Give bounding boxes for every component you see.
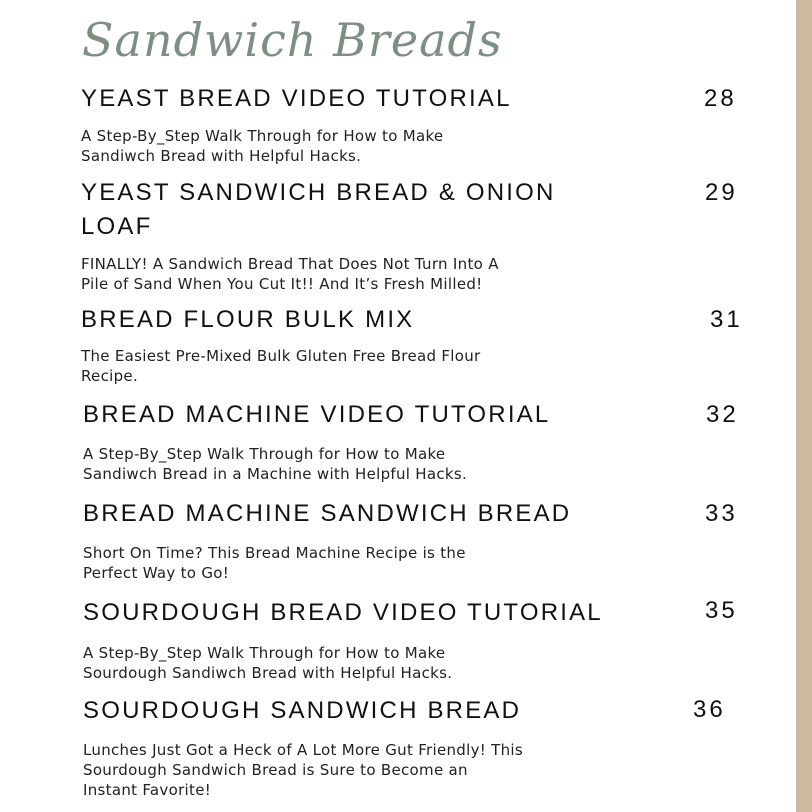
page-number: 35 (705, 597, 738, 624)
description-line: Sourdough Sandiwch Bread with Helpful Hacks. (83, 664, 453, 682)
entry-heading (83, 398, 550, 432)
description-line: Instant Favorite! (83, 781, 212, 799)
entry-heading (83, 596, 603, 630)
entry-heading (81, 303, 414, 337)
entry-description (83, 643, 452, 683)
heading-line: BREAD MACHINE VIDEO TUTORIAL (83, 401, 551, 428)
entry-description (81, 346, 481, 386)
page-number: 36 (693, 696, 726, 723)
description-line: Sandiwch Bread with Helpful Hacks. (81, 147, 362, 165)
description-line: Lunches Just Got a Heck of A Lot More Gut Friendly! This (83, 741, 523, 759)
section-title: Sandwich Breads (82, 13, 503, 67)
entry-description (81, 254, 499, 294)
description-line: A Step-By_Step Walk Through for How to Make (81, 127, 444, 145)
entry-description (83, 543, 466, 583)
heading-line: BREAD FLOUR BULK MIX (81, 306, 415, 333)
entry-heading (81, 176, 556, 244)
description-line: Recipe. (81, 367, 139, 385)
entry-description (83, 740, 523, 800)
entry-description (81, 126, 443, 166)
heading-line: YEAST SANDWICH BREAD & ONION (81, 179, 556, 206)
description-line: FINALLY! A Sandwich Bread That Does Not Turn Into A (81, 255, 499, 273)
page-number: 29 (705, 179, 738, 206)
entry-description (83, 444, 467, 484)
entry-heading (81, 82, 512, 116)
description-line: A Step-By_Step Walk Through for How to Make (83, 445, 446, 463)
page-number: 28 (704, 85, 737, 112)
heading-line: YEAST BREAD VIDEO TUTORIAL (81, 85, 512, 112)
description-line: Perfect Way to Go! (83, 564, 230, 582)
side-accent-bar (796, 0, 812, 812)
description-line: Sandiwch Bread in a Machine with Helpful Hacks. (83, 465, 468, 483)
heading-line: LOAF (81, 213, 153, 240)
page-number: 32 (706, 401, 739, 428)
description-line: The Easiest Pre-Mixed Bulk Gluten Free Bread Flour (81, 347, 481, 365)
heading-line: SOURDOUGH BREAD VIDEO TUTORIAL (83, 599, 603, 626)
description-line: Short On Time? This Bread Machine Recipe is the (83, 544, 466, 562)
page-number: 33 (705, 500, 738, 527)
heading-line: BREAD MACHINE SANDWICH BREAD (83, 500, 572, 527)
heading-line: SOURDOUGH SANDWICH BREAD (83, 697, 522, 724)
description-line: Pile of Sand When You Cut It!! And It’s Fresh Milled! (81, 275, 483, 293)
description-line: A Step-By_Step Walk Through for How to Make (83, 644, 446, 662)
entry-heading (83, 497, 571, 531)
description-line: Sourdough Sandwich Bread is Sure to Become an (83, 761, 468, 779)
page-number: 31 (710, 306, 743, 333)
entry-heading (83, 694, 521, 728)
